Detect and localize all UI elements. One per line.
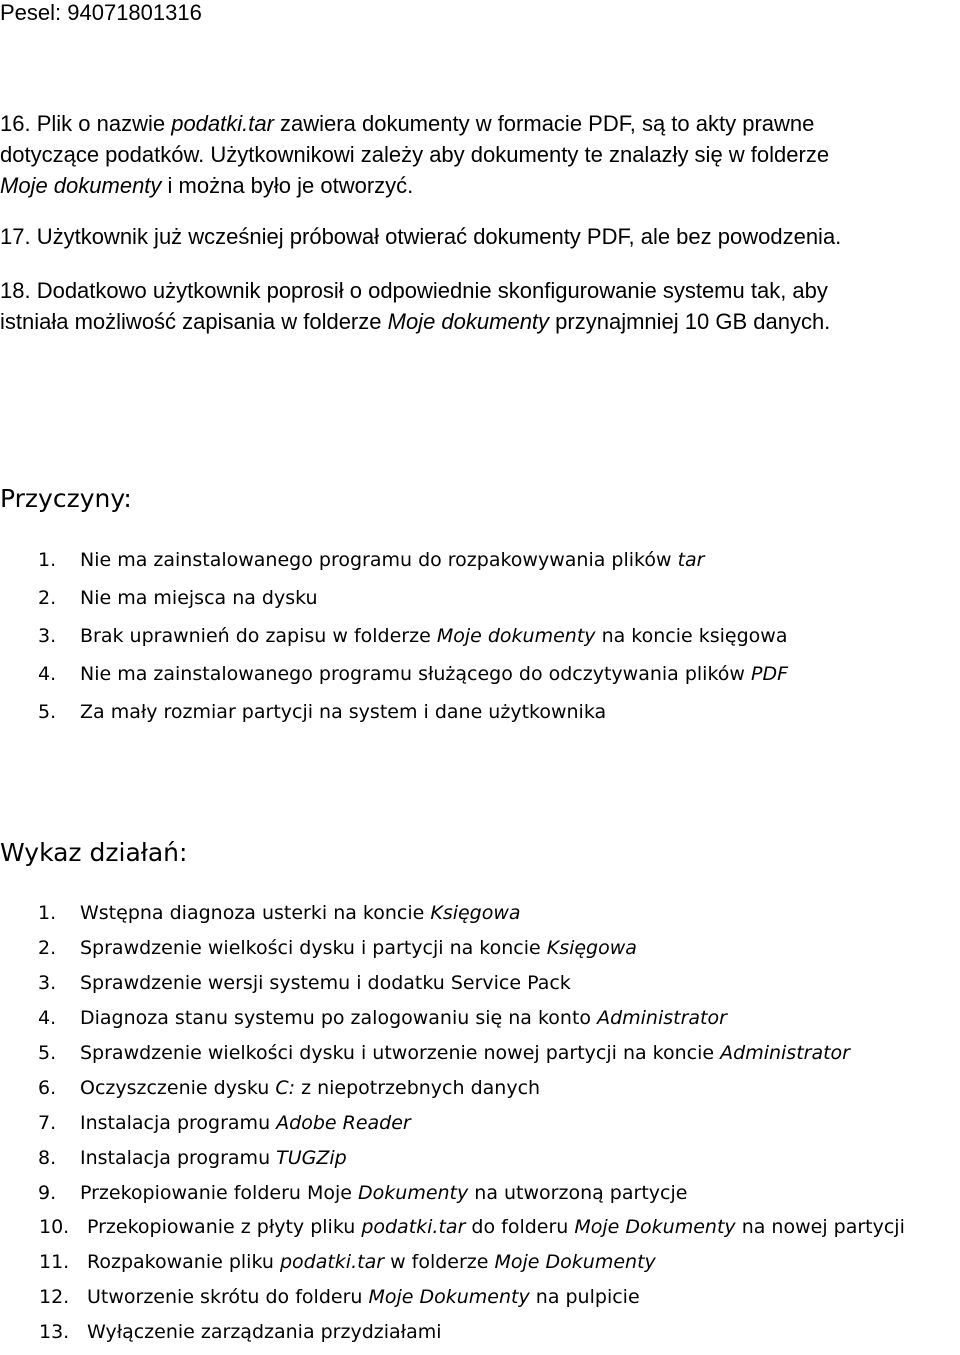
text-segment: Przekopiowanie z płyty pliku <box>87 1216 362 1239</box>
list-item <box>0 1250 905 1285</box>
text-segment: zawiera dokumenty w formacie PDF, są to akty prawne <box>273 111 815 136</box>
text-segment: na utworzoną partycje <box>468 1181 688 1204</box>
paragraph-17 <box>0 221 955 252</box>
text-segment: Instalacja programu <box>80 1146 277 1169</box>
list-item <box>0 1320 905 1355</box>
text-segment: Nie ma zainstalowanego programu służącego do odczytywania plików <box>80 663 751 685</box>
text-segment: na pulpicie <box>529 1286 640 1309</box>
list-item <box>0 548 788 586</box>
paragraph-line <box>0 306 955 337</box>
italic-text: PDF <box>750 663 789 685</box>
paragraph-line <box>0 108 955 139</box>
list-item <box>0 662 788 700</box>
italic-text: Księgowa <box>430 902 521 924</box>
paragraph-line <box>0 139 955 170</box>
list-item-number: 5. <box>38 701 57 723</box>
text-segment: Rozpakowanie pliku <box>87 1251 280 1274</box>
section-heading-przyczyny: Przyczyny: <box>0 484 132 513</box>
italic-text: Adobe Reader <box>276 1111 411 1134</box>
list-item-number: 9. <box>38 1181 57 1204</box>
text-segment: Wstępna diagnoza usterki na koncie <box>80 902 431 924</box>
text-segment: i można było je otworzyć. <box>161 173 414 198</box>
italic-text: podatki.tar <box>171 111 274 136</box>
list-item-number: 3. <box>38 625 57 647</box>
paragraph-18 <box>0 275 955 337</box>
italic-text: C: <box>275 1076 296 1099</box>
text-segment: dotyczące podatków. Użytkownikowi zależy aby dokumenty te znalazły się w folderze <box>0 142 830 167</box>
list-item <box>0 1146 905 1181</box>
text-segment: przynajmniej 10 GB danych. <box>549 309 831 334</box>
text-segment: z niepotrzebnych danych <box>295 1076 541 1099</box>
italic-text: Administrator <box>597 1006 727 1029</box>
text-segment: Przekopiowanie folderu Moje <box>80 1181 359 1204</box>
text-segment: Sprawdzenie wielkości dysku i partycji na koncie <box>80 936 547 959</box>
list-item <box>0 1111 905 1146</box>
text-segment: Nie ma miejsca na dysku <box>80 587 318 609</box>
text-segment: Utworzenie skrótu do folderu <box>87 1286 369 1309</box>
list-item-number: 7. <box>38 1111 57 1134</box>
list-item-number: 1. <box>38 902 57 924</box>
list-item-number: 4. <box>38 663 57 685</box>
paragraph-line <box>0 275 955 306</box>
list-item <box>0 700 788 738</box>
list-item-number: 8. <box>38 1146 57 1169</box>
italic-text: Moje dokumenty <box>0 173 162 198</box>
list-item-number: 11. <box>39 1251 70 1274</box>
italic-text: Moje Dokumenty <box>368 1286 530 1309</box>
list-item-number: 10. <box>39 1216 70 1239</box>
italic-text: Dokumenty <box>358 1181 469 1204</box>
italic-text: Moje Dokumenty <box>574 1216 736 1239</box>
italic-text: Moje Dokumenty <box>494 1251 656 1274</box>
list-item <box>0 901 905 936</box>
list-item <box>0 1076 905 1111</box>
list-item-number: 6. <box>38 1076 57 1099</box>
actions-list <box>0 901 905 1355</box>
italic-text: podatki.tar <box>361 1216 466 1239</box>
list-item <box>0 1006 905 1041</box>
text-segment: Sprawdzenie wersji systemu i dodatku Service Pack <box>80 971 571 994</box>
text-segment: istniała możliwość zapisania w folderze <box>0 309 388 334</box>
text-segment: Nie ma zainstalowanego programu do rozpakowywania plików <box>80 549 678 571</box>
italic-text: tar <box>677 549 705 571</box>
text-segment: Sprawdzenie wielkości dysku i utworzenie nowej partycji na koncie <box>80 1041 721 1064</box>
list-item-number: 2. <box>38 587 57 609</box>
paragraph-line <box>0 170 955 201</box>
list-item-number: 2. <box>38 936 57 959</box>
list-item <box>0 1215 905 1250</box>
italic-text: podatki.tar <box>279 1251 385 1274</box>
text-segment: Brak uprawnień do zapisu w folderze <box>80 625 437 647</box>
text-segment: na nowej partycji <box>735 1216 905 1239</box>
italic-text: TUGZip <box>276 1146 347 1169</box>
text-segment: 16. Plik o nazwie <box>0 111 172 136</box>
text-segment: Oczyszczenie dysku <box>80 1076 276 1099</box>
text-segment: do folderu <box>465 1216 575 1239</box>
list-item-number: 1. <box>38 549 57 571</box>
text-segment: 18. Dodatkowo użytkownik poprosił o odpowiednie skonfigurowanie systemu tak, aby <box>0 278 828 303</box>
list-item <box>0 1285 905 1320</box>
text-segment: Za mały rozmiar partycji na system i dane użytkownika <box>80 701 607 723</box>
list-item <box>0 1181 905 1216</box>
text-segment: Wyłączenie zarządzania przydziałami <box>87 1321 442 1344</box>
list-item <box>0 624 788 662</box>
list-item <box>0 971 905 1006</box>
list-item-number: 4. <box>38 1006 57 1029</box>
text-segment: w folderze <box>384 1251 495 1274</box>
italic-text: Moje dokumenty <box>387 309 550 334</box>
section-heading-wykaz-dzialan: Wykaz działań: <box>0 838 188 867</box>
list-item-number: 12. <box>39 1286 70 1309</box>
list-item-number: 3. <box>38 971 57 994</box>
list-item-number: 13. <box>39 1321 70 1344</box>
paragraph-16 <box>0 108 955 201</box>
paragraph-line <box>0 221 955 252</box>
list-item <box>0 936 905 971</box>
italic-text: Administrator <box>720 1041 850 1064</box>
list-item-number: 5. <box>38 1041 57 1064</box>
text-segment: na koncie księgowa <box>595 625 788 647</box>
text-segment: Instalacja programu <box>80 1111 277 1134</box>
text-segment: 17. Użytkownik już wcześniej próbował otwierać dokumenty PDF, ale bez powodzenia. <box>0 224 842 249</box>
text-segment: Diagnoza stanu systemu po zalogowaniu się na konto <box>80 1006 598 1029</box>
italic-text: Moje dokumenty <box>436 625 596 647</box>
list-item <box>0 1041 905 1076</box>
italic-text: Księgowa <box>546 936 637 959</box>
list-item <box>0 586 788 624</box>
causes-list <box>0 548 788 738</box>
pesel-header: Pesel: 94071801316 <box>0 0 202 25</box>
